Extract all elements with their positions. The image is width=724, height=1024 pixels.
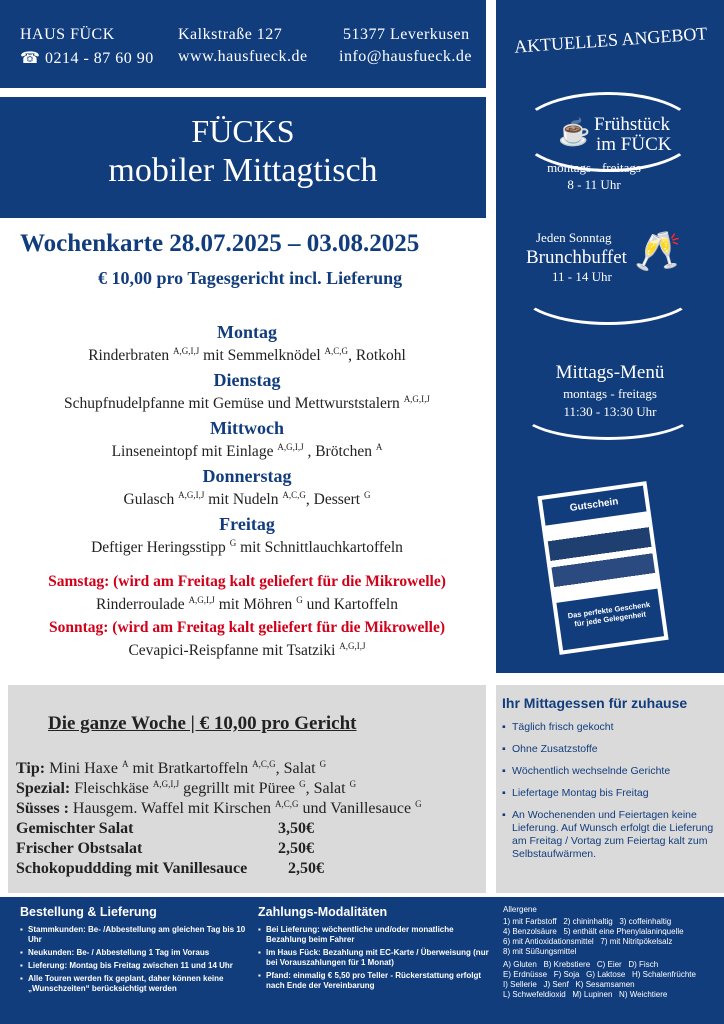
contact-header: [0, 0, 486, 88]
allergen-codes: A: [121, 759, 129, 769]
day-heading: Freitag: [219, 514, 275, 534]
breakfast-subtitle: im FÜCK: [596, 134, 672, 155]
payment-info: ▪ Bei Lieferung: wöchentliche und/oder monatliche Bezahlung beim Fahrer: [258, 925, 493, 945]
daily-menu: [0, 320, 494, 662]
special-label: Tip:: [16, 760, 46, 777]
special-row: [16, 759, 422, 779]
dish: [0, 639, 494, 662]
allergen-codes: A,G,I,J: [173, 346, 200, 356]
dish-text: , Rotkohl: [348, 347, 406, 364]
dish-text: Rinderbraten: [88, 347, 174, 364]
dish-text: und Kartoffeln: [302, 596, 398, 613]
coffee-cup-icon: ☕: [558, 118, 591, 147]
payment-heading: Zahlungs-Modalitäten: [258, 905, 388, 919]
home-feature: ▪ Wöchentlich wechselnde Gerichte: [502, 765, 724, 778]
extra-name: Gemischter Salat: [16, 820, 134, 837]
dish-text: mit Semmelknödel: [199, 347, 325, 364]
dish: [0, 593, 494, 616]
dish-text: Linseneintopf mit Einlage: [111, 443, 278, 460]
telephone-icon: ☎: [20, 50, 45, 67]
dish-text: Fleischkäse: [70, 780, 153, 797]
brunch-time: 11 - 14 Uhr: [552, 269, 612, 284]
dish-text: , Salat: [275, 760, 320, 777]
breakfast-days: montags - freitags: [547, 160, 641, 175]
allergen-codes: A,G,I,J: [152, 779, 180, 789]
order-info: ▪ Lieferung: Montag bis Freitag zwischen 11 und 14 Uhr: [20, 961, 250, 971]
dish-text: , Dessert: [305, 491, 364, 508]
allergen-codes: A,G,I,J: [403, 394, 430, 404]
special-label: Spezial:: [16, 780, 71, 797]
special-label: Süsses :: [16, 800, 69, 817]
price-info: € 10,00 pro Tagesgericht incl. Lieferung: [98, 268, 403, 288]
allergen-codes: A,C,G: [282, 490, 306, 500]
week-heading: Wochenkarte 28.07.2025 – 03.08.2025: [20, 230, 420, 257]
allergen-codes: G: [349, 779, 357, 789]
title-banner: [0, 97, 486, 218]
lunch-title: Mittags-Menü: [555, 362, 665, 383]
dish-text: mit Bratkartoffeln: [128, 760, 253, 777]
extra-price: 2,50€: [288, 860, 324, 877]
day-heading: Dienstag: [213, 370, 281, 390]
voucher-title: Gutschein: [542, 486, 647, 526]
allergen-line: L) Schwefeldioxid M) Lupinen N) Weichtiere: [503, 990, 668, 999]
dish-text: Rinderroulade: [96, 596, 189, 613]
dish-text: Gulasch: [123, 491, 179, 508]
allergen-codes: G: [296, 595, 303, 605]
extra-price: 3,50€: [278, 820, 314, 837]
allergen-codes: G: [364, 490, 371, 500]
dish: [0, 392, 494, 416]
extra-price: 2,50€: [278, 840, 314, 857]
lunch-days: montags - freitags: [563, 386, 657, 401]
voucher-image[interactable]: [537, 481, 668, 655]
allergen-codes: A,G,I,J: [178, 490, 205, 500]
allergen-legend: [503, 905, 696, 1000]
allergen-codes: G: [415, 799, 422, 809]
home-feature: ▪ Liefertage Montag bis Freitag: [502, 787, 724, 800]
extra-row: [16, 859, 422, 879]
extra-name: Frischer Obstsalat: [16, 840, 143, 857]
allergen-codes: G: [229, 538, 237, 548]
order-info: ▪ Stammkunden: Be- /Abbestellung am gleichen Tag bis 10 Uhr: [20, 925, 250, 945]
lunch-time: 11:30 - 13:30 Uhr: [563, 404, 657, 419]
day-heading: Montag: [217, 322, 277, 342]
extra-row: [16, 819, 422, 839]
order-heading: Bestellung & Lieferung: [20, 905, 157, 919]
allergen-heading: Allergene: [503, 905, 537, 914]
day-heading: Mittwoch: [210, 418, 284, 438]
allergen-codes: A,G,I,J: [188, 595, 215, 605]
home-delivery-box: [496, 685, 724, 893]
dish-text: mit Schnittlauchkartoffeln: [236, 539, 403, 556]
allergen-line: 8) mit Süßungsmittel: [503, 947, 577, 956]
allergen-codes: G: [319, 759, 327, 769]
payment-info: ▪ Pfand: einmalig € 5,50 pro Teller - Rückerstattung erfolgt nach Ende der Vereinbarung: [258, 971, 493, 991]
voucher-slogan: Das perfekte Geschenk für jede Gelegenheit: [556, 589, 664, 651]
brunch-pretitle: Jeden Sonntag: [536, 230, 612, 245]
extra-name: Schokopuddding mit Vanillesauce: [16, 860, 248, 877]
special-row: [16, 779, 422, 799]
dish-text: Cevapici-Reispfanne mit Tsatziki: [128, 642, 340, 659]
weekend-day-heading: Sonntag: (wird am Freitag kalt geliefert für die Mikrowelle): [48, 619, 446, 636]
dish-text: und Vanillesauce: [298, 800, 416, 817]
dish-text: , Brötchen: [303, 443, 376, 460]
allergen-codes: A,C,G: [274, 799, 299, 809]
dish-text: gegrillt mit Püree: [179, 780, 300, 797]
dish: [0, 344, 494, 368]
email-link[interactable]: info@hausfueck.de: [339, 48, 472, 65]
payment-info: ▪ Im Haus Fück: Bezahlung mit EC-Karte / Überweisung (nur bei Vorauszahlungen für 1 Monat): [258, 948, 493, 968]
allergen-line: A) Gluten B) Krebstiere C) Eier D) Fisch: [503, 960, 659, 969]
home-feature: ▪ Ohne Zusatzstoffe: [502, 743, 724, 756]
weekend-day-heading: Samstag: (wird am Freitag kalt geliefert für die Mikrowelle): [48, 573, 446, 590]
home-feature: ▪ An Wochenenden und Feiertagen keine Lieferung. Auf Wunsch erfolgt die Lieferung am Freitag / Vortag zum Feiertag kalt zum Selbstaufwärmen.: [502, 809, 724, 861]
allergen-line: 4) Benzolsäure 5) enthält eine Phenylalaninquelle: [503, 927, 684, 936]
decorative-swoosh: [518, 255, 698, 325]
dish-text: Deftiger Heringsstipp: [91, 539, 230, 556]
brunch-title: Brunchbuffet: [526, 247, 627, 268]
whole-week-section: [8, 685, 486, 893]
dish-text: Mini Haxe: [45, 760, 122, 777]
title-line2: mobiler Mittagtisch: [108, 152, 378, 189]
allergen-codes: A,C,G: [252, 759, 276, 769]
dish-text: Schupfnudelpfanne mit Gemüse und Mettwurststalern: [64, 395, 404, 412]
allergen-line: 6) mit Antioxidationsmittel 7) mit Nitritpökelsalz: [503, 937, 673, 946]
city: 51377 Leverkusen: [343, 26, 470, 43]
allergen-codes: A,C,G: [324, 346, 349, 356]
allergen-codes: A: [375, 442, 383, 452]
title-line1: FÜCKS: [191, 113, 295, 149]
allergen-line: I) Sellerie J) Senf K) Sesamsamen: [503, 980, 635, 989]
allergen-codes: A,G,I,J: [339, 641, 366, 651]
home-heading: Ihr Mittagessen für zuhause: [502, 695, 688, 711]
home-feature: ▪ Täglich frisch gekocht: [502, 721, 724, 734]
allergen-codes: A,G,I,J: [277, 442, 304, 452]
dish-text: Hausgem. Waffel mit Kirschen: [68, 800, 275, 817]
decorative-swoosh: [518, 380, 698, 440]
website-link[interactable]: www.hausfueck.de: [178, 48, 308, 65]
order-info: ▪ Alle Touren werden fix geplant, daher können keine „Wunschzeiten“ berücksichtigt werden: [20, 974, 250, 994]
extra-row: [16, 839, 422, 859]
allergen-codes: G: [299, 779, 306, 789]
dish: [0, 536, 494, 560]
breakfast-time: 8 - 11 Uhr: [567, 177, 621, 192]
offers-sidebar: [496, 0, 724, 673]
dish: [0, 488, 494, 512]
dish-text: mit Möhren: [214, 596, 297, 613]
phone-number: 0214 - 87 60 90: [44, 50, 154, 67]
dish: [0, 440, 494, 464]
breakfast-title: Frühstück: [594, 114, 670, 135]
order-info: ▪ Neukunden: Be- / Abbestellung 1 Tag im Voraus: [20, 948, 250, 958]
offers-heading: AKTUELLES ANGEBOT: [513, 23, 708, 57]
allergen-line: E) Erdnüsse F) Soja G) Laktose H) Schalenfrüchte: [503, 970, 696, 979]
special-row: [16, 799, 422, 819]
dish-text: , Salat: [305, 780, 350, 797]
business-name: HAUS FÜCK: [20, 26, 115, 43]
dish-text: mit Nudeln: [204, 491, 283, 508]
champagne-glasses-icon: 🥂: [634, 231, 682, 273]
street: Kalkstraße 127: [178, 26, 283, 43]
day-heading: Donnerstag: [202, 466, 292, 486]
voucher-preview: [546, 517, 656, 597]
allergen-line: 1) mit Farbstoff 2) chininhaltig 3) coffeinhaltig: [503, 917, 672, 926]
whole-week-heading: Die ganze Woche | € 10,00 pro Gericht: [48, 713, 357, 734]
